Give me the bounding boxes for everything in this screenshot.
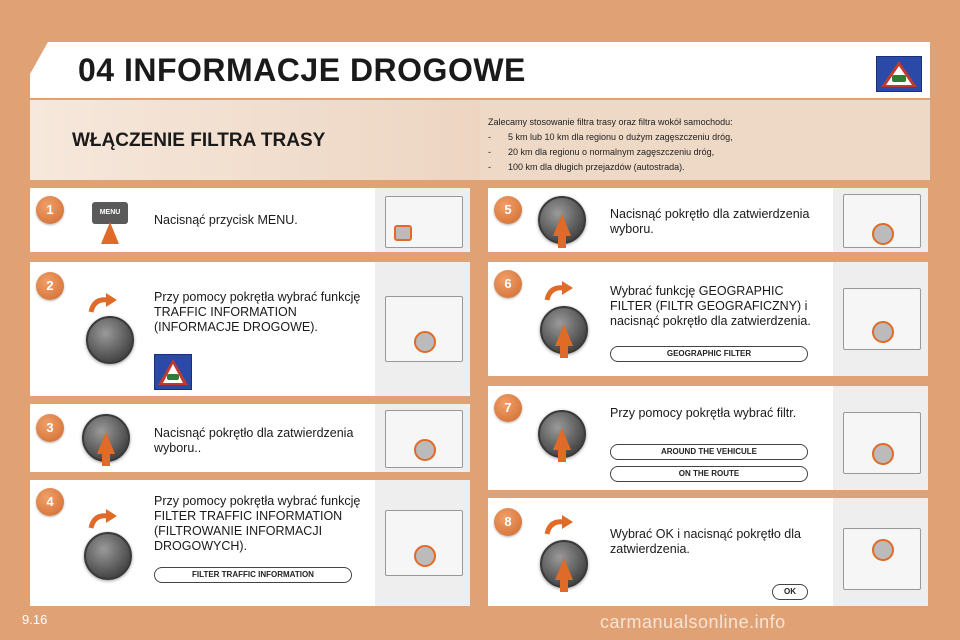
radio-unit-illustration [385, 410, 463, 468]
filter-note [488, 115, 928, 175]
radio-unit-illustration [843, 528, 921, 590]
rotate-arrow-icon [544, 280, 574, 302]
press-arrow-icon [555, 558, 573, 580]
radio-unit-illustration [385, 296, 463, 362]
step-text: Przy pomocy pokrętła wybrać funkcję FILTER TRAFFIC INFORMATION (FILTROWANIE INFORMACJI DROGOWYCH). [154, 494, 361, 553]
press-arrow-icon [555, 324, 573, 346]
step-text: Przy pomocy pokrętła wybrać funkcję TRAFFIC INFORMATION (INFORMACJE DROGOWE). [154, 290, 361, 334]
watermark: carmanualsonline.info [600, 612, 786, 632]
radio-unit-illustration [843, 194, 921, 248]
step-badge: 4 [36, 488, 64, 516]
step-badge: 3 [36, 414, 64, 442]
rotate-arrow-icon [88, 508, 118, 530]
note-item: - 5 km lub 10 km dla regionu o dużym zagęszczeniu dróg, [488, 132, 733, 142]
step-text: Nacisnąć pokrętło dla zatwierdzenia wyboru. [610, 207, 810, 236]
note-item: - 20 km dla regionu o normalnym zagęszczeniu dróg, [488, 147, 715, 157]
note-item: - 100 km dla długich przejazdów (autostrada). [488, 162, 685, 172]
traffic-info-icon [154, 354, 192, 390]
rotate-arrow-icon [88, 292, 118, 314]
menu-button: MENU [92, 202, 128, 224]
press-arrow-icon [553, 214, 571, 236]
option-pill: AROUND THE VEHICULE [610, 444, 808, 460]
step-badge: 6 [494, 270, 522, 298]
step-badge: 2 [36, 272, 64, 300]
step-text: Wybrać funkcję GEOGRAPHIC FILTER (FILTR GEOGRAFICZNY) i nacisnąć pokrętło dla zatwierdzenia. [610, 284, 811, 328]
radio-unit-illustration [843, 412, 921, 474]
ok-pill: OK [772, 584, 808, 600]
press-arrow-icon [97, 432, 115, 454]
step-badge: 1 [36, 196, 64, 224]
option-pill: ON THE ROUTE [610, 466, 808, 482]
radio-unit-illustration [385, 196, 463, 248]
page-number: 9.16 [22, 612, 48, 627]
step-badge: 8 [494, 508, 522, 536]
traffic-info-icon [876, 56, 922, 92]
step-text: Wybrać OK i nacisnąć pokrętło dla zatwierdzenia. [610, 527, 801, 556]
radio-unit-illustration [843, 288, 921, 350]
step-text: Przy pomocy pokrętła wybrać filtr. [610, 406, 797, 420]
page-title: 04 INFORMACJE DROGOWE [78, 52, 526, 88]
press-arrow-icon [101, 222, 119, 244]
step-text: Nacisnąć pokrętło dla zatwierdzenia wyboru.. [154, 426, 354, 455]
step-badge: 5 [494, 196, 522, 224]
section-title: WŁĄCZENIE FILTRA TRASY [72, 130, 326, 151]
option-pill: FILTER TRAFFIC INFORMATION [154, 567, 352, 583]
radio-unit-illustration [385, 510, 463, 576]
rotary-knob-icon [84, 532, 132, 580]
note-intro: Zalecamy stosowanie filtra trasy oraz filtra wokół samochodu: [488, 117, 733, 127]
step-badge: 7 [494, 394, 522, 422]
rotate-arrow-icon [544, 514, 574, 536]
option-pill: GEOGRAPHIC FILTER [610, 346, 808, 362]
press-arrow-icon [553, 428, 571, 450]
step-text: Nacisnąć przycisk MENU. [154, 213, 298, 227]
rotary-knob-icon [86, 316, 134, 364]
